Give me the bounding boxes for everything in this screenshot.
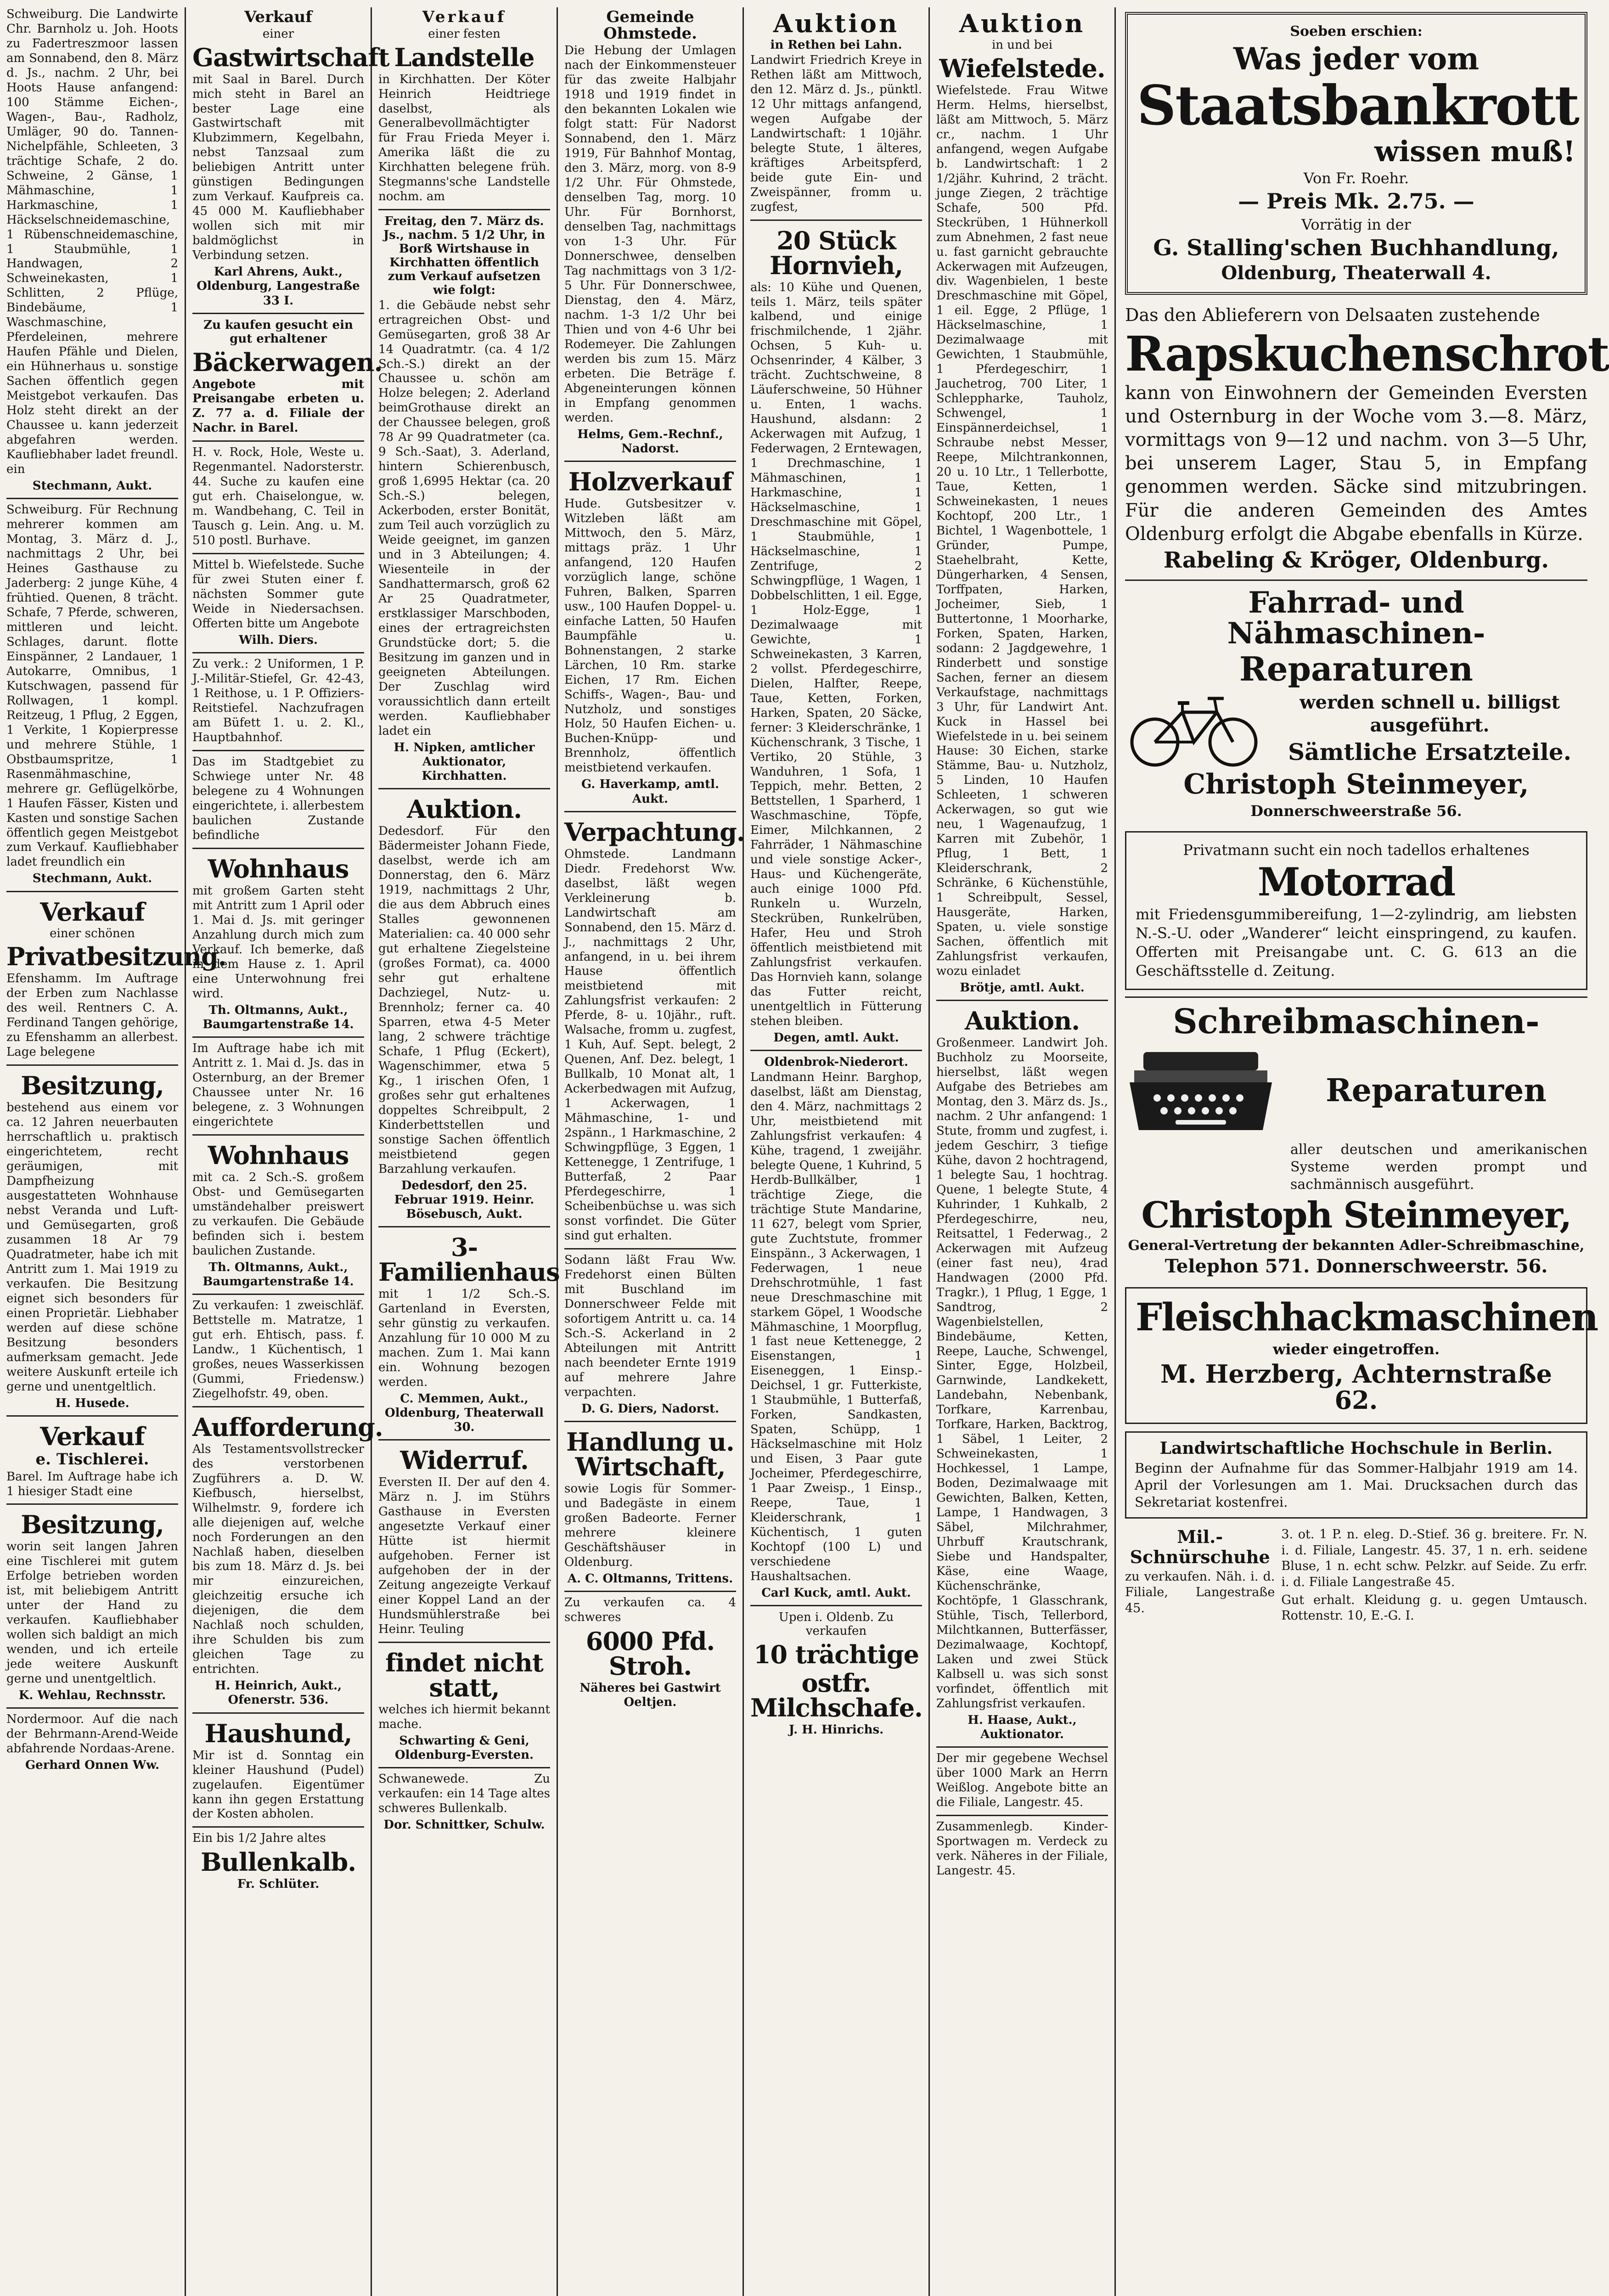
ad-title-line-3: wissen muß! — [1374, 134, 1575, 168]
ad-body: Schweiburg. Die Landwirte Chr. Barnholz u. Joh. Hoots zu Fadertreszmoor lassen am Sonnabend, den 8. März d. Js., nachm. 2 Uhr, bei Hoots Hause anfangend: 100 Stämme Eichen-, Wagen-, Bau-, Radholz, Umläger, 90 do. Tannen-Nichelpfähle, Schleeten, 3 trächtige Schafe, 2 do. Schweine, 2 Gänse, 1 Mähmaschine, 1 Harkmaschine, 1 Häckselschneidemaschine, 1 Rübenschneidemaschine, 1 Staubmühle, 1 Handwagen, 2 Schweinekasten, 1 Schlitten, 2 Pflüge, Bindebäume, 1 Waschmaschine, Pferdeleinen, mehrere Haufen Pfähle und Dielen, ein Hühnerhaus u. sonstige Sachen öffentlich gegen Meistgebot verkaufen. Das Holz steht direkt an der Chaussee u. kann jederzeit abgefahren werden. Kaufliebhaber ladet freundl. ein — [6, 7, 178, 477]
ad-signature: Christoph Steinmeyer, — [1141, 1194, 1571, 1236]
divider — [1125, 580, 1587, 581]
ad-body: worin seit langen Jahren eine Tischlerei mit gutem Erfolge betrieben worden ist, mit beliebigem Antritt unter der Hand zu verkaufen. Kaufliebhaber wollen sich baldigt an mich wenden, und ich erteile jede weitere Auskunft gerne und unentgeltlich. — [6, 1540, 178, 1686]
ad-headline-2: Privatbesitzung. — [6, 942, 226, 972]
ad-headline: Bäckerwagen. — [192, 347, 383, 377]
ad-signature: Dedesdorf, den 25. Februar 1919. Heinr. Bösebusch, Aukt. — [394, 1178, 534, 1221]
ad-verpachtung — [564, 811, 745, 1244]
ad-signature: Christoph Steinmeyer, — [1183, 768, 1529, 801]
ad-body: Eversten II. Der auf den 4. März n. J. im Stührs Gasthause in Eversten angesetzte Verkauf einer Hütte ist hiermit aufgehoben. Ferner ist aufgehoben der in der Zeitung angezeigte Verkauf einer Koppel Land an der Hundsmühlerstraße bei Heinr. Teuling — [378, 1475, 550, 1637]
ad-stiefel — [1281, 1525, 1587, 1626]
ad-body: Landmann Heinr. Barghop, daselbst, läßt am Dienstag, den 4. März, nachmittags 2 Uhr, meistbietend mit Zahlungsfrist verkaufen: 4 Kühe, tragend, 1 zweijähr. belegte Quene, 1 Kuhrind, 5 Herdb-Bullkälber, 1 trächtige Ziege, die trächtige Stute Mandarine, 11 627, belegt vom Sprier, gute Zuchtstute, frommer Einspänn., 3 Ackerwagen, 1 Federwagen, 1 neue Drehschrotmühle, 1 fast neue Dreschmaschine mit starkem Göpel, 1 Woodsche Mähmaschine, 1 Moorpflug, 1 fast neue Kettenegge, 2 Eisenstangen, 1 Eiseneggen, 1 Einsp.-Deichsel, 1 gr. Futterkiste, 1 Staubmühle, 1 Butterfaß, Forken, Sandkasten, Spaten, Schüpp, 1 Häckselmaschine mit Holz und Eisen, 3 Paar gute Jocheimer, Pferdegeschirre, 1 Paar Zweisp., 1 Einsp., Reepe, Taue, 1 Kleiderschrank, 1 Küchentisch, 1 guten Kochtopf (100 L) und verschiedene Haushaltsachen. — [750, 1070, 922, 1583]
ad-gastwirtschaft — [192, 8, 389, 308]
ad-body: Wiefelstede. Frau Witwe Herm. Helms, hierselbst, läßt am Mittwoch, 5. März cr., nachm. 1 Uhr anfangend, wegen Aufgabe b. Landwirtschaft: 1 2 1/2jähr. Kuhrind, 2 trächt. junge Ziegen, 2 trächtige Schafe, 500 Pfd. Steckrüben, 1 Hühnerkoll zum Abnehmen, 2 fast neue u. fast garnicht gebrauchte Ackerwagen mit Aufzeugen, div. Wagenbielen, 1 beste Dreschmaschine mit Göpel, 1 eil. Egge, 2 Pflüge, 1 Häckselmaschine, 1 Dezimalwaage mit Gewichten, 1 Staubmühle, 1 Pferdegeschirr, 1 Jauchetrog, 700 Liter, 1 Schleppharke, Tauholz, Schwengel, 1 Einspännerdeichsel, 1 Schraube nebst Messer, Reepe, Milchtrankonnen, 20 u. 10 Ltr., 1 Tellerbotte, Taue, Ketten, 1 Schweinekasten, 1 neues Kochtopf, 200 Ltr., 1 Bichtel, 1 Wagenbottele, 1 Gründer, Pumpe, Staehelbraht, Kette, Düngerharken, 4 Sensen, Torffpaten, Harken, Jocheimer, Sieb, 1 Buttertonne, 1 Moorharke, Forken, Spaten, Harken, sodann: 2 Jagdgewehre, 1 Rinderbett und sonstige Sachen, ferner an diesem Verkaufstage, nachmittags 3 Uhr, für Landwirt Ant. Kuck in Hassel bei Wiefelstede in u. bei seinem Hause: 30 Eichen, starke Stämme, Bau- u. Nutzholz, 5 Linden, 10 Haufen Schleeten, 1 schweren Ackerwagen, so gut wie neu, 1 Wagenaufzug, 1 Karren mit Zubehör, 1 Pflug, 1 Bett, 1 Kleiderschrank, 2 Schränke, 6 Küchenstühle, 1 Schreibpult, Sessel, Hausgeräte, Harken, Spaten, u. viele sonstige Sachen, öffentlich mit Zahlungsfrist verkaufen, wozu einladet — [936, 83, 1108, 979]
ad-telephone: Telephon 571. Donnerschweerstr. 56. — [1165, 1255, 1548, 1277]
ad-title-line-1: Fahrrad- und Nähmaschinen- — [1227, 585, 1485, 651]
ad-headline: Bullenkalb. — [200, 1847, 356, 1877]
ad-body: Der mir gegebene Wechsel über 1000 Mark an Herrn Weißlog. Angebote bitte an die Filiale, Langestr. 45. — [936, 1751, 1108, 1810]
ad-body: Sodann läßt Frau Ww. Fredehorst einen Bülten mit Buschland im Donnerschweer Felde mit sofortigem Antritt u. ca. 14 Sch.-S. Ackerland in 2 Abteilungen mit Antritt nach beendeter Ernte 1919 auf mehrere Jahre verpachten. — [564, 1253, 736, 1399]
ad-signature: Dor. Schnittker, Schulw. — [383, 1818, 545, 1832]
ad-tischlerei — [6, 1415, 178, 1499]
ad-body: kann von Einwohnern der Gemeinden Eversten und Osternburg in der Woche vom 3.—8. März, vormittags von 9—12 und nachm. von 3—5 Uhr, bei unserem Lager, Stau 5, in Empfang genommen werden. Säcke sind mitzubringen. Für die anderen Gemeinden des Amtes Oldenburg erfolgt die Abgabe ebenfalls in Kürze. — [1125, 382, 1587, 545]
ad-body: Efenshamm. Im Auftrage der Erben zum Nachlasse des weil. Rentners C. A. Ferdinand Tangen gehörige, zu Efenshamm an allerbest. Lage belegene — [6, 972, 178, 1059]
ad-headline: Verkauf — [244, 8, 312, 26]
ad-body: Mir ist d. Sonntag ein kleiner Haushund (Pudel) zugelaufen. Eigentümer kann ihn gegen Erstattung der Kosten abholen. — [192, 1748, 364, 1821]
ad-signature: Fr. Schlüter. — [237, 1877, 320, 1891]
ad-body: Als Testamentsvollstrecker des verstorbenen Zugführers a. D. W. Kiefbusch, hierselbst, Wilhelmstr. 9, fordere ich alle diejenigen auf, welche noch Forderungen an den Nachlaß haben, dieselben bis zum 18. März d. Js. bei mir einzureichen, gleichzeitig ersuche ich diejenigen, die dem Nachlaß noch schulden, ihre Schulden bis zum gleichen Tage zu entrichten. — [192, 1442, 364, 1677]
ad-body: Im Auftrage habe ich mit Antritt z. 1. Mai d. Js. das in Osternburg, an der Bremer Chaussee unter Nr. 16 belegene, z. 3 Wohnungen eingerichtete — [192, 1041, 364, 1129]
ad-body: Zu verk.: 2 Uniformen, 1 P. J.-Militär-Stiefel, Gr. 42-43, 1 Reithose, u. 1 P. Offiziers-Reitstiefel. Nachzufragen am Büfett 1. u. 2. Kl., Hauptbahnhof. — [192, 657, 364, 745]
ad-subline: Upen i. Oldenb. Zu verkaufen — [778, 1610, 894, 1638]
ad-headline: 10 trächtige — [753, 1639, 919, 1669]
ad-headline: Verkauf — [40, 897, 145, 927]
ad-wohnhaus-2 — [192, 1134, 364, 1289]
ad-headline-2: Wiefelstede. — [939, 53, 1105, 83]
ad-auktion-grossenmeer — [936, 1000, 1108, 1742]
ad-address: Donnerschweerstraße 56. — [1250, 802, 1462, 820]
column-2 — [186, 7, 389, 2296]
ad-body: Barel. Im Auftrage habe ich 1 hiesiger Stadt eine — [6, 1469, 178, 1498]
ad-title-line-1: Schreibmaschinen- — [1173, 1002, 1540, 1041]
ad-body: Hude. Gutsbesitzer v. Witzleben läßt am Mittwoch, den 5. März, mittags präz. 1 Uhr anfangend, 120 Haufen vorzüglich lange, schöne Fuhren, Balken, Sparren usw., 100 Haufen Doppel- u. einfache Latten, 50 Haufen Baumpfähle u. Bohnenstangen, 2 starke Lärchen, 10 Rm. starke Eichen, 17 Rm. Eichen Schiffs-, Wagen-, Bau- und Nutzholz, und sonstiges Holz, 50 Haufen Eichen- u. Buchen-Knüpp- und Brennholz, öffentlich meistbietend verkaufen. — [564, 496, 736, 775]
ad-subline: Freitag, den 7. März ds. Js., nachm. 5 1/2 Uhr, in Borß Wirtshause in Kirchhatten öffentlich zum Verkauf aufsetzen wie folgt: — [383, 214, 546, 297]
ad-subline: wieder eingetroffen. — [1272, 1340, 1440, 1358]
ad-body: sowie Logis für Sommer- und Badegäste in einem großen Badeorte. Ferner mehrere kleinere Geschäftshäuser in Oldenburg. — [564, 1481, 736, 1569]
ad-headline: Besitzung, — [21, 1510, 164, 1540]
ad-headline: Handlung u. Wirtschaft, — [566, 1427, 734, 1481]
ad-signature: Degen, amtl. Aukt. — [773, 1030, 899, 1045]
ad-body: bestehend aus einem vor ca. 12 Jahren neuerbauten herrschaftlich u. praktisch eingerichtetem, recht geräumigen, mit Dampfheizung ausgestatteten Wohnhause nebst Veranda und Luft- und Gemüsegarten, groß zusammen 18 Ar 79 Quadratmeter, habe ich mit Antritt zum 1. Mai 1919 zu verkaufen. Die Besitzung eignet sich besonders für einen Proprietär. Liebhaber werden auf diese schöne Besitzung besonders aufmerksam gemacht. Jede weitere Auskunft erteile ich gerne und unentgeltlich. — [6, 1101, 178, 1394]
ad-haushund — [192, 1712, 364, 1822]
ad-headline: Landwirtschaftliche Hochschule in Berlin. — [1159, 1438, 1553, 1458]
ad-familienhaus — [378, 1226, 560, 1435]
ad-signature: Th. Oltmanns, Aukt., Baumgartenstraße 14. — [203, 1260, 354, 1289]
ad-besitzung-efenshamm — [6, 1064, 178, 1411]
ad-hochschule — [1125, 1431, 1587, 1519]
ad-body-2: Gut erhalt. Kleidung g. u. gegen Umtausch. Rottenstr. 10, E.-G. I. — [1281, 1593, 1587, 1623]
ad-signature: Karl Ahrens, Aukt., Oldenburg, Langestraße 33 I. — [197, 265, 360, 308]
ad-subline: in Rethen bei Lahn. — [770, 38, 902, 52]
ad-headline: Wohnhaus — [208, 854, 349, 884]
column-1 — [0, 7, 226, 2296]
ad-wohnhaus-1 — [192, 848, 364, 1032]
ad-line-2: Sämtliche Ersatzteile. — [1288, 738, 1572, 766]
ad-besitzung-barel — [6, 1503, 178, 1703]
ad-headline-2: ostfr. Milchschafe. — [750, 1668, 923, 1722]
ad-signature: Helms, Gem.-Rechnf., Nadorst. — [577, 427, 723, 456]
ad-signature: H. Heinrich, Aukt., Ofenerstr. 536. — [214, 1679, 342, 1707]
ad-oldenbrok — [750, 1050, 922, 1600]
ad-body: Zu verkaufen: 1 zweischläf. Bettstelle m. Matratze, 1 gut erh. Ehtisch, pass. f. Landw., 1 Küchentisch, 1 großes, neues Wasserkissen (Gummi, Friedensw.) Ziegelhofstr. 49, oben. — [192, 1298, 364, 1401]
ad-headline: 3-Familienhaus — [378, 1232, 560, 1287]
ad-headline: findet nicht statt, — [385, 1648, 543, 1703]
ad-findet-nicht-statt — [378, 1642, 550, 1762]
column-5 — [744, 7, 930, 2296]
ad-subline: einer — [262, 27, 294, 41]
ad-holzverkauf — [564, 461, 736, 806]
ad-headline: Mil.-Schnürschuhe — [1130, 1526, 1270, 1568]
ad-subline: e. Tischlerei. — [35, 1450, 149, 1469]
ad-signature: M. Herzberg, Achternstraße 62. — [1160, 1359, 1552, 1415]
ad-headline: Widerruf. — [400, 1446, 529, 1475]
ad-handlung — [564, 1421, 736, 1586]
ad-price: — Preis Mk. 2.75. — — [1238, 188, 1474, 214]
ad-body: Nordermoor. Auf die nach der Behrmann-Arend-Weide abfahrende Nordaas-Arene. — [6, 1712, 178, 1756]
ad-subline: Zu kaufen gesucht ein gut erhaltener — [203, 318, 353, 346]
ad-auktion-rethen — [750, 11, 922, 215]
ad-signature: Stechmann, Aukt. — [32, 479, 152, 493]
ad-widerruf — [378, 1439, 550, 1637]
ad-body: Schweiburg. Für Rechnung mehrerer kommen am Montag, 3. März d. J., nachmittags 2 Uhr, bei Heines Gasthause zu Jaderberg: 2 junge Kühe, 4 frühtied. Quenen, 8 trächt. Schafe, 7 Pferde, schweren, mittleren und leicht. Schlages, darunt. flotte Einspänner, 2 Landauer, 1 Autokarre, Omnibus, 1 Kutschwagen, passend für Rollwagen, 1 kompl. Reitzeug, 1 Pflug, 2 Eggen, 1 Verkite, 1 Kopierpresse und mehrere Stühle, 1 Obstbaumspritze, 1 Rasenmähmaschine, mehrere gr. Geflügelkörbe, 1 Haufen Fässer, Kisten und Kasten und sonstige Sachen öffentlich gegen Meistgebot zum Verkauf. Kaufliebhaber ladet freundlich ein — [6, 503, 178, 869]
ad-fredehorst — [564, 1248, 736, 1416]
ad-schnuerschuhe — [1125, 1525, 1275, 1626]
ad-schwanewede — [378, 1767, 550, 1832]
ad-headline: Auktion. — [964, 1006, 1080, 1036]
ad-signature: Näheres bei Gastwirt Oeltjen. — [579, 1681, 721, 1709]
ad-top-line: Soeben erschien: — [1290, 23, 1423, 39]
ad-title-line-1: Was jeder vom — [1233, 40, 1480, 77]
ad-headline: Besitzung, — [21, 1071, 164, 1101]
ad-intro: Das den Ablieferern von Delsaaten zustehende — [1125, 304, 1540, 325]
ad-headline-2: Landstelle — [394, 42, 534, 72]
ad-rapskuchenschrot — [1125, 304, 1609, 573]
ad-body: Schwanewede. Zu verkaufen: ein 14 Tage altes schweres Bullenkalb. — [378, 1772, 550, 1816]
ad-signature: Th. Oltmanns, Aukt., Baumgartenstraße 14. — [203, 1003, 354, 1031]
column-6 — [930, 7, 1116, 2296]
ad-headline: Gemeinde Ohmstede. — [603, 8, 698, 43]
ad-signature: Stechmann, Aukt. — [32, 872, 152, 886]
ad-osternburg — [192, 1036, 364, 1130]
ad-subline: Oldenbrok-Niederort. — [764, 1055, 908, 1069]
ad-stadtgebiet — [192, 750, 364, 843]
ad-body: Mittel b. Wiefelstede. Suche für zwei Stuten einer f. nächsten Sommer gute Weide in Niedersachsen. Offerten bitte um Angebote — [192, 558, 364, 631]
ad-headline: Verkauf — [40, 1421, 145, 1451]
ad-body: Zu verkaufen ca. 4 schweres — [564, 1595, 736, 1624]
ad-hornvieh — [750, 219, 922, 1046]
ad-fleischhackmaschinen — [1125, 1287, 1598, 1424]
ad-regenmantel — [192, 440, 364, 548]
ad-headline: Haushund, — [204, 1718, 352, 1748]
ad-signature: H. Nipken, amtlicher Auktionator, Kirchhatten. — [394, 740, 535, 783]
ad-milchschafe — [750, 1605, 922, 1737]
ad-typewriter-row — [1125, 1043, 1587, 1139]
ad-bottom-row — [1125, 1525, 1587, 1626]
ad-author: Von Fr. Roehr. — [1303, 169, 1409, 187]
ad-headline: Wohnhaus — [208, 1140, 349, 1170]
ad-body: mit großem Garten steht mit Antritt zum 1 April oder 1. Mai d. Js. mit geringer Anzahlung durch mich zum Verkauf. Ich bemerke, daß in dem Hause z. 1. April eine Unterwohnung frei wird. — [192, 884, 364, 1001]
ad-body: Landwirt Friedrich Kreye in Rethen läßt am Mittwoch, den 12. März d. Js., pünktl. 12 Uhr mittags anfangend, wegen Aufgabe der Landwirtschaft: 1 10jähr. belegte Stute, 1 älteres, kräftiges Arbeitspferd, beide gute Ein- und Zweispänner, fromm u. zugfest, — [750, 53, 922, 214]
ad-body: H. v. Rock, Hole, Weste u. Regenmantel. Nadorsterstr. 44. Suche zu kaufen eine gut erh. Chaiselongue, w. m. Wandbehang, C. Teil in Tausch g. Lein. Ang. u. M. 510 postl. Burhave. — [192, 445, 364, 548]
ad-landstelle-details — [378, 209, 550, 783]
ad-shop-name: G. Stalling'schen Buchhandlung, — [1153, 235, 1559, 261]
ad-body: zu verkaufen. Näh. i. d. Filiale, Langestraße 45. — [1125, 1569, 1275, 1615]
ad-staatsbankrott — [1125, 12, 1587, 295]
ad-ohmstede — [564, 9, 736, 456]
column-4 — [558, 7, 744, 2296]
ad-signature: G. Haverkamp, amtl. Aukt. — [581, 777, 720, 806]
ad-fahrrad — [1125, 587, 1587, 820]
ad-signature: Brötje, amtl. Aukt. — [960, 980, 1085, 995]
ad-headline: Holzverkauf — [568, 467, 732, 496]
ad-signature: Gerhard Onnen Ww. — [25, 1758, 160, 1773]
ad-headline-2: Gastwirtschaft — [192, 42, 389, 72]
ad-subline: einer schönen — [50, 926, 135, 940]
ad-headline: Auktion — [959, 9, 1086, 38]
ad-headline: Verpachtung. — [564, 817, 745, 847]
ad-signature: D. G. Diers, Nadorst. — [581, 1401, 720, 1416]
ad-auktion-wiefelstede — [936, 11, 1108, 995]
ad-signature: Rabeling & Kröger, Oldenburg. — [1163, 547, 1549, 573]
ad-body: in Kirchhatten. Der Köter Heinrich Heidtriege daselbst, als Generalbevollmächtigter für Frau Frieda Meyer i. Amerika läßt die zu Kirchhatten belegene früh. Stegmanns'sche Landstelle nochm. am — [378, 72, 550, 204]
ad-body: Angebote mit Preisangabe erbeten u. Z. 77 a. d. Filiale der Nachr. in Barel. — [192, 377, 364, 435]
ad-headline: Aufforderung. — [192, 1412, 383, 1442]
ad-line-1: werden schnell u. billigst ausgeführt. — [1300, 692, 1560, 737]
ad-headline: Verkauf — [422, 8, 506, 26]
ad-headline: Motorrad — [1257, 859, 1455, 905]
ad-intro: Privatmann sucht ein noch tadellos erhaltenes — [1183, 841, 1530, 859]
ad-headline: Fleischhackmaschinen — [1136, 1295, 1598, 1340]
ad-subline: in und bei — [991, 38, 1053, 52]
ad-title-line-2: Reparaturen — [1326, 1072, 1547, 1109]
ad-signature: H. Husede. — [55, 1396, 129, 1410]
column-display-ads — [1116, 7, 1609, 2296]
ad-body: Ohmstede. Landmann Diedr. Fredehorst Ww. daselbst, läßt wegen Verkleinerung b. Landwirtschaft am Sonnabend, den 15. März d. J., nachmittags 2 Uhr, anfangend, in u. bei ihrem Hause öffentlich meistbietend mit Zahlungsfrist verkaufen: 2 Pferde, 8- u. 10jähr., ruft. Walsache, fromm u. zugfest, 1 Kuh, Auf. Sept. belegt, 2 Quenen, Anf. Dez. belegt, 1 Bullkalb, 10 Monat alt, 1 Ackerbedwagen mit Aufzug, 1 Ackerwagen, 1 Mähmaschine, 1- und 2spänn., 1 Harkmaschine, 2 Schwingpflüge, 3 Eggen, 1 Kettenegge, 1 Zentrifuge, 1 Butterfaß, 2 Paar Pferdegeschirre, 1 Scheibenbüchse u. was sich sonst vorfindet. Die Güter sind gut erhalten. — [564, 847, 736, 1243]
ad-body: mit 1 1/2 Sch.-S. Gartenland in Eversten, sehr günstig zu verkaufen. Anzahlung für 10 000 M zu machen. Zum 1. Mai kann ein. Wohnung bezogen werden. — [378, 1287, 550, 1389]
ad-signature: J. H. Hinrichs. — [788, 1722, 884, 1737]
ad-body: als: 10 Kühe und Quenen, teils 1. März, teils später kalbend, und einige frischmilchende, 1 2jähr. Ochsen, 5 Kuh- u. Ochsenrinder, 4 Kälber, 3 trächt. Zuchtschweine, 8 Läuferschweine, 50 Hühner u. Enten, 1 wachs. Haushund, alsdann: 2 Ackerwagen mit Aufzug, 1 Federwagen, 2 Erntewagen, 1 Drechmaschine, 1 Mähmaschinen, 1 Harkmaschine, 1 Häckselmaschine, 1 Dreschmaschine mit Göpel, 1 Staubmühle, 1 Häckselmaschine, 1 Zentrifuge, 2 Schwingpflüge, 1 Wagen, 1 Dobbelschlitten, 1 eil. Egge, 1 Holz-Egge, 1 Dezimalwaage mit Gewichte, 1 Schweinekasten, 3 Karren, 2 vollst. Pferdegeschirre, Dielen, Halfter, Reepe, Taue, Ketten, Forken, Harken, Spaten, 20 Säcke, ferner: 3 Kleiderschränke, 1 Küchenschrank, 3 Tische, 1 Vertiko, 20 Stühle, 3 Wanduhren, 1 Sofa, 1 Teppich, mehr. Betten, 2 Bettstellen, 1 Sparherd, 1 Waschmaschine, Töpfe, Eimer, Milchkannen, 2 Fahrräder, 1 Nähmaschine und viele sonstige Acker-, Haus- und Küchengeräte, auch einige 1000 Pfd. Runkeln u. Wurzeln, Steckrüben, Runkelrüben, Hafer, Heu und Stroh öffentlich meistbietend mit Zahlungsfrist verkaufen. Das Hornvieh kann, solange das Futter reicht, unentgeltlich in Fütterung stehen bleiben. — [750, 280, 922, 1028]
ad-headline: 20 Stück Hornvieh, — [769, 225, 903, 280]
bicycle-icon — [1125, 689, 1263, 767]
ad-signature: Carl Kuck, amtl. Aukt. — [761, 1586, 911, 1600]
ad-bullenkalb — [192, 1826, 364, 1891]
ad-weide — [192, 553, 364, 647]
ad-wechsel — [936, 1746, 1108, 1810]
ad-headline: 6000 Pfd. Stroh. — [585, 1626, 715, 1681]
ad-body: Zusammenlegb. Kinder-Sportwagen m. Verdeck zu verk. Näheres in der Filiale, Langestr. 45. — [936, 1819, 1108, 1878]
ad-headline: Auktion. — [406, 794, 522, 824]
ad-body: Großenmeer. Landwirt Joh. Buchholz zu Moorseite, hierselbst, läßt wegen Aufgabe des Betriebes am Montag, den 3. März ds. Js., nachm. 2 Uhr anfangend: 1 Stute, fromm und zugfest, i. jedem Geschirr, 3 tiefige Kühe, davon 2 hochtragend, 1 belegte Sau, 1 hochtrag. Quene, 1 belegte Stute, 4 Kuhrinder, 1 Kuhkalb, 2 Pferdegeschirre, neu, Reitsattel, 1 Federwag., 2 Ackerwagen mit Aufzeug (einer fast neu), 4rad Handwagen (2000 Pfd. Tragkr.), 1 Pflug, 1 Egge, 1 Sandtrog, 2 Wagenbielstellen, Bindebäume, Ketten, Reepe, Lauche, Schwengel, Sinter, Egge, Holzbeil, Garnwinde, Landkekett, Landebahn, Nebenbank, Torfkare, Karrenbau, Torfkare, Harken, Backtrog, 1 Säbel, 1 Leiter, 2 Schweinekasten, 1 Hochkessel, 1 Lampe, Boden, Dezimalwaage mit Gewichten, Balken, Ketten, Lampe, 1 Handwagen, 3 Säbel, Milchrahmer, Uhrbuff Krautschrank, Siebe und Handspalter, Käse, eine Waage, Küchenschränke, Kochtöpfe, 1 Glasschrank, Stühle, Tisch, Tellerbord, Milchtkannen, Butterfässer, Dezimalwaage, Kochtopf, Laken und zwei Stück Kalbsell u. was sich sonst vorfindet, öffentlich mit Zahlungsfrist verkaufen. — [936, 1036, 1108, 1711]
ad-body: welches ich hiermit bekannt mache. — [378, 1703, 550, 1732]
ad-body: Dedesdorf. Für den Bädermeister Johann Fiede, daselbst, werde ich am Donnerstag, den 6. März 1919, nachmittags 2 Uhr, die aus dem Abbruch eines Stalles gewonnenen Materialien: ca. 40 000 sehr gut erhaltene Ziegelsteine (großes Format), ca. 4000 sehr gut erhaltene Dachziegel, Nutz- u. Brennholz; ferner ca. 40 Sparren, etwa 4-5 Meter lang, 2 schwere trächtige Schafe, 1 Pflug (Eckert), Wagenschimmer, etwa 5 Kg., 1 irischen Ofen, 1 großes sehr gut erhaltenes doppeltes Schreibpult, 2 Kinderbettstellen und sonstige Sachen öffentlich meistbietend gegen Barzahlung verkaufen. — [378, 824, 550, 1176]
ad-headline: Rapskuchenschrot — [1125, 325, 1609, 382]
ad-signature: K. Wehlau, Rechnsstr. — [18, 1688, 166, 1703]
ad-signature: Schwarting & Geni, Oldenburg-Eversten. — [394, 1734, 534, 1762]
ad-signature: C. Memmen, Aukt., Oldenburg, Theaterwall 30. — [384, 1391, 544, 1435]
ad-schweiburg-holz — [6, 7, 178, 493]
ad-headline: Auktion — [773, 9, 900, 38]
ad-bettstelle — [192, 1294, 364, 1401]
ad-motorrad — [1125, 831, 1587, 990]
ad-landstelle — [378, 9, 550, 204]
ad-signature: H. Haase, Aukt., Auktionator. — [968, 1713, 1077, 1741]
ad-signature: Wilh. Diers. — [239, 633, 318, 647]
ad-body: Das im Stadtgebiet zu Schwiege unter Nr. 48 belegene zu 4 Wohnungen eingerichtete, i. allerbestem baulichen Zustande befindliche — [192, 755, 364, 842]
ad-auktion-dedesdorf — [378, 788, 550, 1221]
ad-signature: A. C. Oltmanns, Trittens. — [567, 1571, 733, 1586]
ad-body: mit Friedensgummibereifung, 1—2-zylindrig, am liebsten N.-S.-U. oder „Wanderer“ leicht einspringend, zu kaufen. Offerten mit Preisangabe unt. C. G. 613 an die Geschäftsstelle d. Zeitung. — [1136, 906, 1577, 979]
ad-schweiburg-pferde — [6, 498, 178, 886]
ad-subline: einer festen — [428, 27, 501, 41]
ad-subline: General-Vertretung der bekannten Adler-Schreibmaschine, — [1128, 1237, 1585, 1254]
ad-nordermoor — [6, 1707, 178, 1773]
ad-body: Die Hebung der Umlagen nach der Einkommensteuer für das zweite Halbjahr 1918 und 1919 findet in den bekannten Lokalen wie folgt statt: Für Nadorst Sonnabend, den 1. März 1919, Für Bahnhof Montag, den 3. März, morg. von 8-9 1/2 Uhr. Für Ohmstede, denselben Tag, morg. 10 Uhr. Für Bornhorst, denselben Tag, nachmittags von 1-3 Uhr. Für Donnerschwee, denselben Tag nachmittags von 3 1/2-5 Uhr. Für Donnerschwee, Dienstag, den 4. März, nachm. 1-3 1/2 Uhr bei Thien und von 4-6 Uhr bei Rodemeyer. Die Zahlungen werden bis zum 15. März erbeten. Die Beträge f. Abgeneinterungen können in Empfang genommen werden. — [564, 44, 736, 425]
ad-body: mit ca. 2 Sch.-S. großem Obst- und Gemüsegarten umständehalber preiswert zu verkaufen. Die Gebäude befinden sich i. bestem baulichen Zustande. — [192, 1170, 364, 1258]
ad-shop-address: Oldenburg, Theaterwall 4. — [1221, 262, 1491, 284]
column-3 — [372, 7, 558, 2296]
typewriter-icon — [1125, 1043, 1277, 1139]
ad-available: Vorrätig in der — [1301, 215, 1411, 233]
ad-body: 1. die Gebäude nebst sehr ertragreichen Obst- und Gemüsegarten, groß 38 Ar 14 Quadratmtr. (ca. 4 1/2 Sch.-S.) direkt an der Chaussee u. schön am Holze belegen; 2. Aderland beimGrothause direkt an der Chaussee belegen, groß 78 Ar 99 Quadratmeter (ca. 9 Sch.-Saat), 3. Aderland, hintern Schierenbusch, groß 1,6995 Hektar (ca. 20 Sch.-S.) belegen, Ackerboden, erster Bonität, zum Teil auch vorzüglich zu Weide geeignet, im ganzen und in 3 Abteilungen; 4. Wiesenteile in der Sandhattermarsch, groß 62 Ar 25 Quadratmeter, erstklassiger Marschboden, eines der ertragreichsten Grundstücke dort; 5. die Besitzung im ganzen und in geeigneten Abteilungen. Der Zuschlag wird voraussichtlich dann erteilt werden. Kaufliebhaber ladet ein — [378, 298, 550, 738]
ad-privatbesitzung — [6, 891, 226, 1060]
ad-aufforderung — [192, 1406, 383, 1708]
ad-body: mit Saal in Barel. Durch mich steht in Barel an bester Lage eine Gastwirtschaft mit Klubzimmern, Kegelbahn, nebst Tanzsaal zum beliebigen Antritt unter günstigen Bedingungen zum Verkauf. Kaufpreis ca. 45 000 M. Kaufliebhaber wollen sich mit mir baldmöglichst in Verbindung setzen. — [192, 72, 364, 263]
ad-bike-row — [1125, 689, 1587, 767]
ad-body: 3. ot. 1 P. n. eleg. D.-Stief. 36 g. breitere. Fr. N. i. d. Filiale, Langestr. 45. 37, 1 n. erh. seidene Bluse, 1 n. echt schw. Pelzkr. auf Seide. Zu erfr. i. d. Filiale Langestraße 45. — [1281, 1527, 1587, 1589]
ad-title-line-2: Reparaturen — [1239, 649, 1473, 689]
ad-schreibmaschinen — [1125, 1004, 1587, 1277]
ad-body: Ein bis 1/2 Jahre altes — [192, 1831, 326, 1846]
ad-title-line-2: Staatsbankrott — [1137, 73, 1579, 137]
ad-body: aller deutschen und amerikanischen Systeme werden prompt und sachmännisch ausgeführt. — [1290, 1141, 1587, 1193]
ad-body: Beginn der Aufnahme für das Sommer-Halbjahr 1919 am 14. April der Vorlesungen am 1. Mai. Drucksachen durch das Sekretariat kostenfrei. — [1135, 1460, 1578, 1510]
ad-stroh — [564, 1591, 736, 1710]
ad-sportwagen — [936, 1815, 1108, 1879]
divider — [1125, 996, 1587, 998]
ad-uniformen — [192, 652, 364, 745]
ad-baeckerwagen — [192, 313, 383, 436]
